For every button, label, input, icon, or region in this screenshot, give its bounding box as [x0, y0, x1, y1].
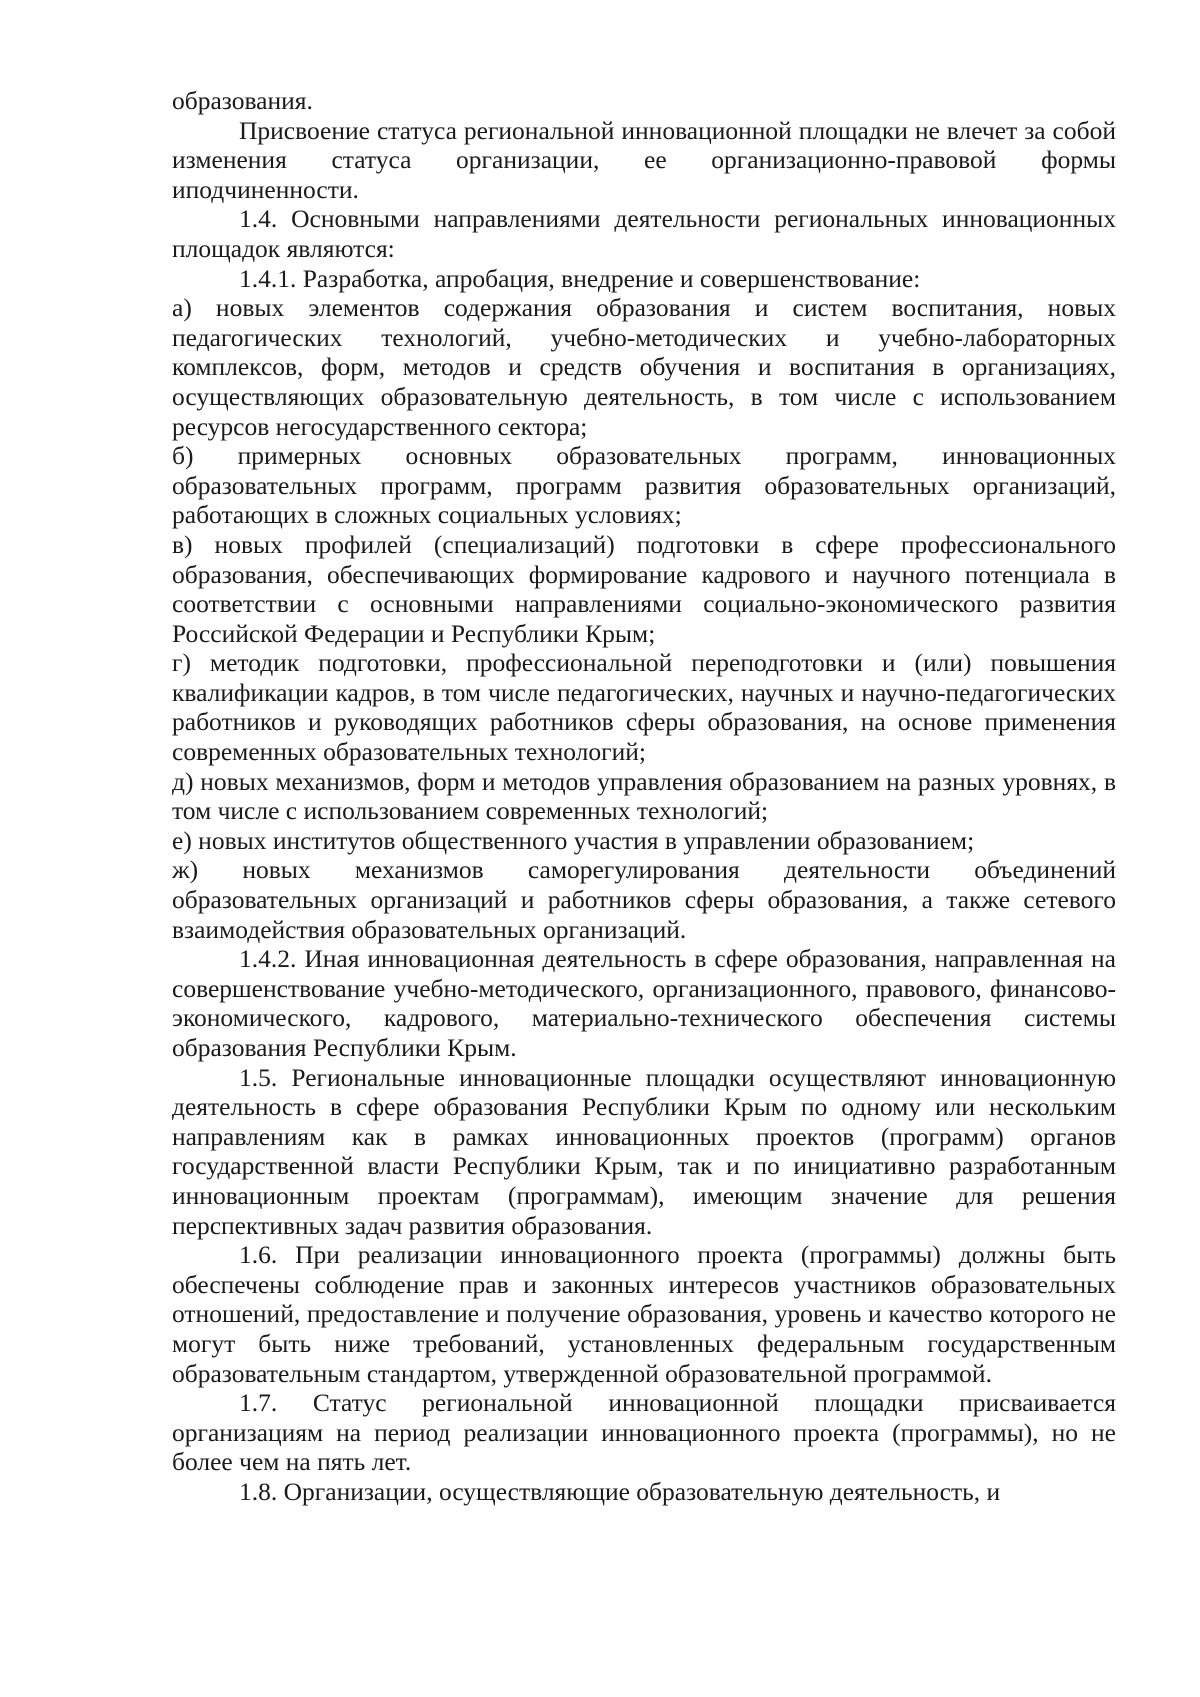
list-item-zh: ж) новых механизмов саморегулирования деятельности объединений образовательных организаций и работников сферы образования, а также сетевого взаимодействия образовательных организаций.	[172, 855, 1116, 944]
list-item-b: б) примерных основных образовательных программ, инновационных образовательных программ, программ развития образовательных организаций, работающих в сложных социальных условиях;	[172, 441, 1116, 530]
list-item-d: д) новых механизмов, форм и методов управления образованием на разных уровнях, в том числе с использованием современных технологий;	[172, 766, 1116, 826]
paragraph-1-4-2: 1.4.2. Иная инновационная деятельность в сфере образования, направленная на совершенствование учебно-методического, организационного, правового, финансово-экономического, кадрового, материально-технического обеспечения системы образования Республики Крым.	[172, 944, 1116, 1062]
list-item-e: е) новых институтов общественного участия в управлении образованием;	[172, 825, 975, 855]
paragraph-1-7: 1.7. Статус региональной инновационной площадки присваивается организациям на период реализации инновационного проекта (программы), но не более чем на пять лет.	[172, 1388, 1116, 1477]
paragraph-1-4: 1.4. Основными направлениями деятельности региональных инновационных площадок являются:	[172, 204, 1116, 263]
paragraph-status: Присвоение статуса региональной инновационной площадки не влечет за собой изменения статуса организации, ее организационно-правовой формы иподчиненности.	[172, 115, 1116, 204]
paragraph-1-8: 1.8. Организации, осуществляющие образовательную деятельность, и	[239, 1476, 1001, 1506]
document-body	[172, 86, 1116, 1507]
list-item-a: а) новых элементов содержания образования и систем воспитания, новых педагогических технологий, учебно-методических и учебно-лабораторных комплексов, форм, методов и средств обучения и воспитания в организациях, осуществляющих образовательную деятельность, в том числе с использованием ресурсов негосударственного сектора;	[172, 293, 1116, 441]
list-item-v: в) новых профилей (специализаций) подготовки в сфере профессионального образования, обеспечивающих формирование кадрового и научного потенциала в соответствии с основными направлениями социально-экономического развития Российской Федерации и Республики Крым;	[172, 529, 1116, 648]
paragraph-1-6: 1.6. При реализации инновационного проекта (программы) должны быть обеспечены соблюдение прав и законных интересов участников образовательных отношений, предоставление и получение образования, уровень и качество которого не могут быть ниже требований, установленных федеральным государственным образовательным стандартом, утвержденной образовательной программой.	[172, 1240, 1116, 1388]
paragraph-1-4-1: 1.4.1. Разработка, апробация, внедрение и совершенствование:	[239, 263, 921, 293]
intro-tail: образования.	[172, 86, 313, 115]
paragraph-1-5: 1.5. Региональные инновационные площадки осуществляют инновационную деятельность в сфере образования Республики Крым по одному или нескольким направлениям как в рамках инновационных проектов (программ) органов государственной власти Республики Крым, так и по инициативно разработанным инновационным проектам (программам), имеющим значение для решения перспективных задач развития образования.	[172, 1062, 1116, 1240]
list-item-g: г) методик подготовки, профессиональной переподготовки и (или) повышения квалификации кадров, в том числе педагогических, научных и научно-педагогических работников и руководящих работников сферы образования, на основе применения современных образовательных технологий;	[172, 648, 1116, 767]
